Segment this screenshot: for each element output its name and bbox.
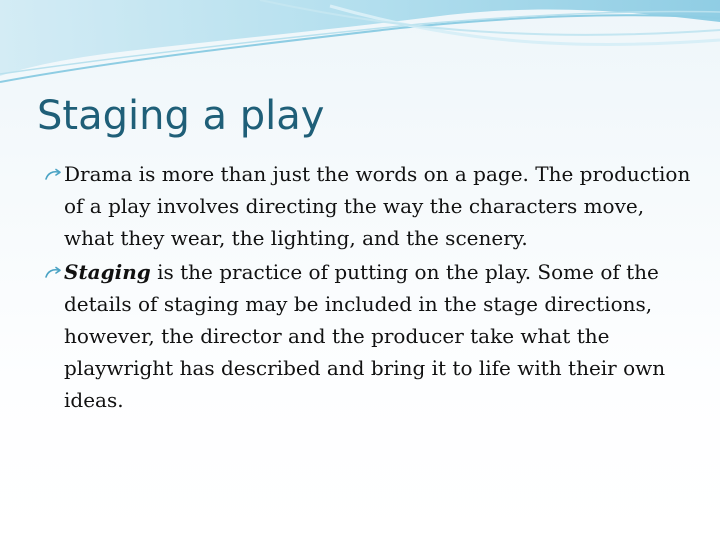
slide-title: Staging a play [37,93,325,139]
bullet-item [44,158,694,254]
bullet-text: is the practice of putting on the play. Some of the details of staging may be included in the stage directions, however, the director and the producer take what the playwright has described and bring it to life with their own ideas. [64,260,666,412]
wave-decoration [0,0,720,90]
bullet-item [44,256,694,416]
curved-arrow-bullet-icon [44,266,64,280]
bullet-term: Staging [64,260,151,284]
bullet-list [44,158,694,418]
curved-arrow-bullet-icon [44,168,64,182]
bullet-text: Drama is more than just the words on a page. The production of a play involves directing the way the characters move, what they wear, the lighting, and the scenery. [64,162,691,250]
